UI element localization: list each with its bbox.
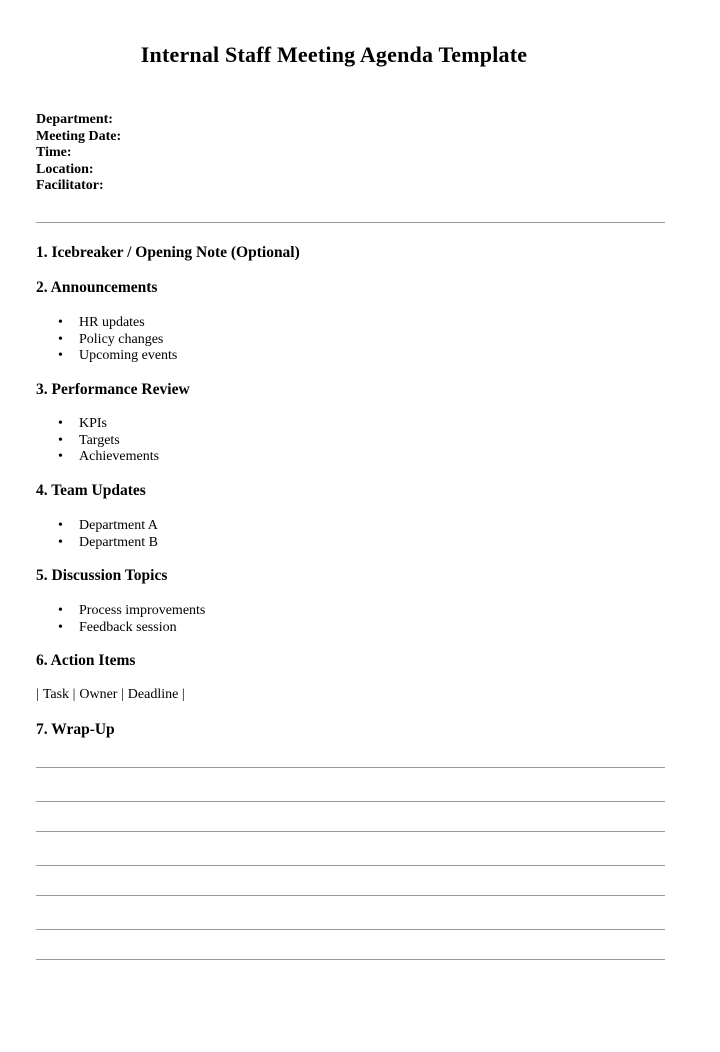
writing-line <box>36 767 665 768</box>
writing-line <box>36 895 665 896</box>
list-item: • Targets <box>58 432 120 448</box>
meeting-date-label: Meeting Date: <box>36 128 122 144</box>
writing-line <box>36 929 665 930</box>
bullet-icon: • <box>58 603 63 618</box>
page-title: Internal Staff Meeting Agenda Template <box>140 42 528 67</box>
section-heading-wrap-up: 7. Wrap-Up <box>36 721 115 738</box>
discussion-topics-list <box>36 603 205 636</box>
list-item: • KPIs <box>58 416 108 431</box>
list-item: • Department B <box>58 534 158 550</box>
announcements-list <box>36 315 177 365</box>
section-heading-action-items: 6. Action Items <box>36 652 136 669</box>
column-task: Task <box>42 687 70 702</box>
writing-line <box>36 801 665 802</box>
column-deadline: Deadline <box>127 687 179 702</box>
bullet-icon: • <box>58 315 63 330</box>
list-item: • Department A <box>58 518 158 533</box>
bullet-icon: • <box>58 416 63 431</box>
location-label: Location: <box>36 161 94 177</box>
column-owner: Owner <box>79 687 118 702</box>
bullet-icon: • <box>58 449 63 464</box>
list-item: • Achievements <box>58 449 160 464</box>
list-item: • Feedback session <box>58 619 177 635</box>
section-heading-performance-review: 3. Performance Review <box>36 381 190 398</box>
action-items-table-header: | Task | Owner | Deadline | <box>36 687 185 702</box>
meeting-details <box>36 112 121 195</box>
section-heading-discussion-topics: 5. Discussion Topics <box>36 567 168 584</box>
section-heading-team-updates: 4. Team Updates <box>36 482 146 499</box>
bullet-icon: • <box>58 331 63 347</box>
bullet-icon: • <box>58 348 63 363</box>
bullet-icon: • <box>58 518 63 533</box>
section-heading-icebreaker: 1. Icebreaker / Opening Note (Optional) <box>36 244 300 261</box>
list-item: • Policy changes <box>58 331 164 347</box>
section-heading-announcements: 2. Announcements <box>36 279 158 296</box>
facilitator-label: Facilitator: <box>36 178 104 193</box>
department-label: Department: <box>36 112 113 127</box>
bullet-icon: • <box>58 534 63 550</box>
team-updates-list <box>36 518 158 551</box>
list-item: • Upcoming events <box>58 348 178 363</box>
performance-review-list <box>36 416 159 466</box>
divider <box>36 222 665 223</box>
time-label: Time: <box>36 145 72 160</box>
list-item: • Process improvements <box>58 603 206 618</box>
list-item: • HR updates <box>58 315 145 330</box>
bullet-icon: • <box>58 619 63 635</box>
writing-line <box>36 831 665 832</box>
writing-line <box>36 959 665 960</box>
writing-line <box>36 865 665 866</box>
bullet-icon: • <box>58 432 63 448</box>
